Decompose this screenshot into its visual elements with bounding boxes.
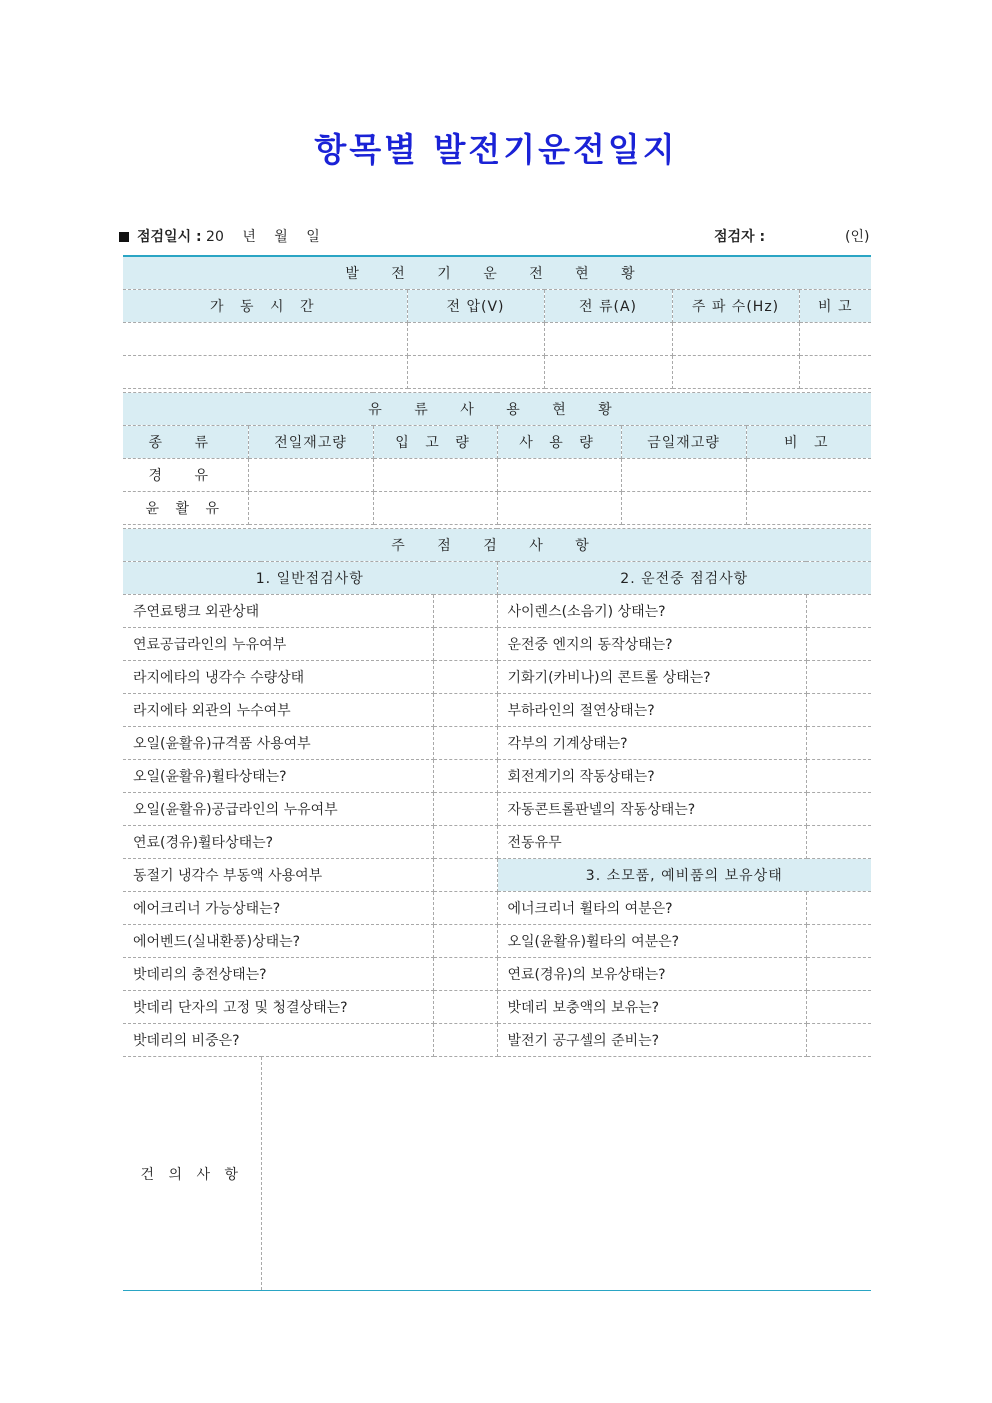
check-cell[interactable] — [433, 727, 497, 760]
entry-cell[interactable] — [621, 492, 746, 525]
running-item: 운전중 엔지의 동작상태는? — [497, 628, 806, 661]
running-item: 기화기(카비나)의 콘트롤 상태는? — [497, 661, 806, 694]
check-cell[interactable] — [806, 661, 871, 694]
entry-cell[interactable] — [407, 322, 544, 355]
entry-cell[interactable] — [123, 355, 407, 388]
fuel-row — [123, 492, 871, 525]
header-prev-stock: 전일재고량 — [248, 426, 373, 459]
check-cell[interactable] — [433, 925, 497, 958]
general-item: 라지에타의 냉각수 수량상태 — [123, 661, 433, 694]
check-cell[interactable] — [433, 628, 497, 661]
fuel-section-title: 유 류 사 용 현 황 — [123, 393, 871, 426]
consumables-item: 오일(윤활유)휠타의 여분은? — [497, 925, 806, 958]
general-item: 오일(윤활유)공급라인의 누유여부 — [123, 793, 433, 826]
running-item: 회전계기의 작동상태는? — [497, 760, 806, 793]
inspector — [714, 227, 765, 247]
check-cell[interactable] — [433, 661, 497, 694]
entry-cell[interactable] — [746, 459, 871, 492]
header-run-time: 가 동 시 간 — [123, 289, 407, 322]
running-item: 자동콘트롤판넬의 작동상태는? — [497, 793, 806, 826]
header-current: 전 류(A) — [544, 289, 672, 322]
check-cell[interactable] — [433, 694, 497, 727]
check-cell[interactable] — [806, 793, 871, 826]
check-cell[interactable] — [433, 826, 497, 859]
entry-cell[interactable] — [672, 322, 799, 355]
running-item: 전동유무 — [497, 826, 806, 859]
check-cell[interactable] — [806, 628, 871, 661]
check-cell[interactable] — [433, 793, 497, 826]
header-received: 입 고 량 — [373, 426, 497, 459]
entry-cell[interactable] — [123, 322, 407, 355]
general-item: 에어벤드(실내환풍)상태는? — [123, 925, 433, 958]
check-cell[interactable] — [806, 727, 871, 760]
consumables-item: 밧데리 보충액의 보유는? — [497, 991, 806, 1024]
check-cell[interactable] — [433, 859, 497, 892]
suggestions-field[interactable] — [261, 1057, 871, 1291]
check-cell[interactable] — [806, 760, 871, 793]
general-item: 동절기 냉각수 부동액 사용여부 — [123, 859, 433, 892]
date-year: 20 — [206, 229, 224, 245]
header-voltage: 전 압(V) — [407, 289, 544, 322]
general-item: 오일(윤활유)규격품 사용여부 — [123, 727, 433, 760]
entry-cell[interactable] — [746, 492, 871, 525]
general-item: 연료공급라인의 누유여부 — [123, 628, 433, 661]
header-remarks: 비 고 — [746, 426, 871, 459]
square-bullet-icon — [119, 232, 129, 242]
fuel-type-lubricant: 윤 활 유 — [123, 492, 248, 525]
seal: (인) — [845, 229, 870, 245]
header-type: 종 류 — [123, 426, 248, 459]
check-cell[interactable] — [433, 595, 497, 628]
general-item: 오일(윤활유)휠타상태는? — [123, 760, 433, 793]
general-checks-header: 1. 일반점검사항 — [123, 562, 497, 595]
check-cell[interactable] — [433, 991, 497, 1024]
entry-cell[interactable] — [407, 355, 544, 388]
check-cell[interactable] — [806, 694, 871, 727]
general-item: 밧데리의 비중은? — [123, 1024, 433, 1057]
check-cell[interactable] — [433, 892, 497, 925]
entry-cell[interactable] — [544, 355, 672, 388]
check-cell[interactable] — [433, 760, 497, 793]
inspection-table — [123, 528, 871, 1291]
inspection-date — [119, 227, 320, 247]
running-item: 부하라인의 절연상태는? — [497, 694, 806, 727]
check-cell[interactable] — [806, 1024, 871, 1057]
check-cell[interactable] — [806, 991, 871, 1024]
date-label: 점검일시 : — [137, 229, 202, 245]
running-item: 사이렌스(소음기) 상태는? — [497, 595, 806, 628]
generator-entry-row — [123, 322, 871, 355]
consumables-item: 연료(경유)의 보유상태는? — [497, 958, 806, 991]
entry-cell[interactable] — [248, 492, 373, 525]
month-unit: 월 — [274, 229, 288, 245]
header-remarks: 비 고 — [799, 289, 871, 322]
entry-cell[interactable] — [621, 459, 746, 492]
check-cell[interactable] — [806, 892, 871, 925]
suggestions-label: 건 의 사 항 — [123, 1057, 261, 1291]
generator-entry-row — [123, 355, 871, 388]
entry-cell[interactable] — [799, 355, 871, 388]
header-frequency: 주 파 수(Hz) — [672, 289, 799, 322]
general-item: 라지에타 외관의 누수여부 — [123, 694, 433, 727]
consumables-item: 발전기 공구셀의 준비는? — [497, 1024, 806, 1057]
inspection-section-title: 주 점 검 사 항 — [123, 529, 871, 562]
check-cell[interactable] — [806, 958, 871, 991]
entry-cell[interactable] — [497, 492, 621, 525]
fuel-type-diesel: 경 유 — [123, 459, 248, 492]
check-cell[interactable] — [806, 925, 871, 958]
year-unit: 년 — [242, 229, 256, 245]
entry-cell[interactable] — [373, 492, 497, 525]
check-cell[interactable] — [433, 1024, 497, 1057]
entry-cell[interactable] — [497, 459, 621, 492]
running-checks-header: 2. 운전중 점검사항 — [497, 562, 871, 595]
header-today-stock: 금일재고량 — [621, 426, 746, 459]
entry-cell[interactable] — [248, 459, 373, 492]
consumables-header: 3. 소모품, 예비품의 보유상태 — [497, 859, 871, 892]
inspector-label: 점검자 : — [714, 229, 766, 245]
running-item: 각부의 기계상태는? — [497, 727, 806, 760]
check-cell[interactable] — [806, 826, 871, 859]
general-item: 밧데리의 충전상태는? — [123, 958, 433, 991]
entry-cell[interactable] — [373, 459, 497, 492]
general-item: 연료(경유)휠타상태는? — [123, 826, 433, 859]
entry-cell[interactable] — [544, 322, 672, 355]
header-used: 사 용 량 — [497, 426, 621, 459]
check-cell[interactable] — [806, 595, 871, 628]
entry-cell[interactable] — [672, 355, 799, 388]
general-item: 에어크리너 가능상태는? — [123, 892, 433, 925]
generator-status-table — [123, 255, 871, 389]
check-cell[interactable] — [433, 958, 497, 991]
general-item: 주연료탱크 외관상태 — [123, 595, 433, 628]
general-item: 밧데리 단자의 고정 및 청결상태는? — [123, 991, 433, 1024]
page-title: 항목별 발전기운전일지 — [314, 130, 678, 169]
entry-cell[interactable] — [799, 322, 871, 355]
generator-section-title: 발 전 기 운 전 현 황 — [123, 256, 871, 289]
day-unit: 일 — [306, 229, 320, 245]
fuel-row — [123, 459, 871, 492]
consumables-item: 에너크리너 휠타의 여분은? — [497, 892, 806, 925]
fuel-usage-table — [123, 392, 871, 525]
